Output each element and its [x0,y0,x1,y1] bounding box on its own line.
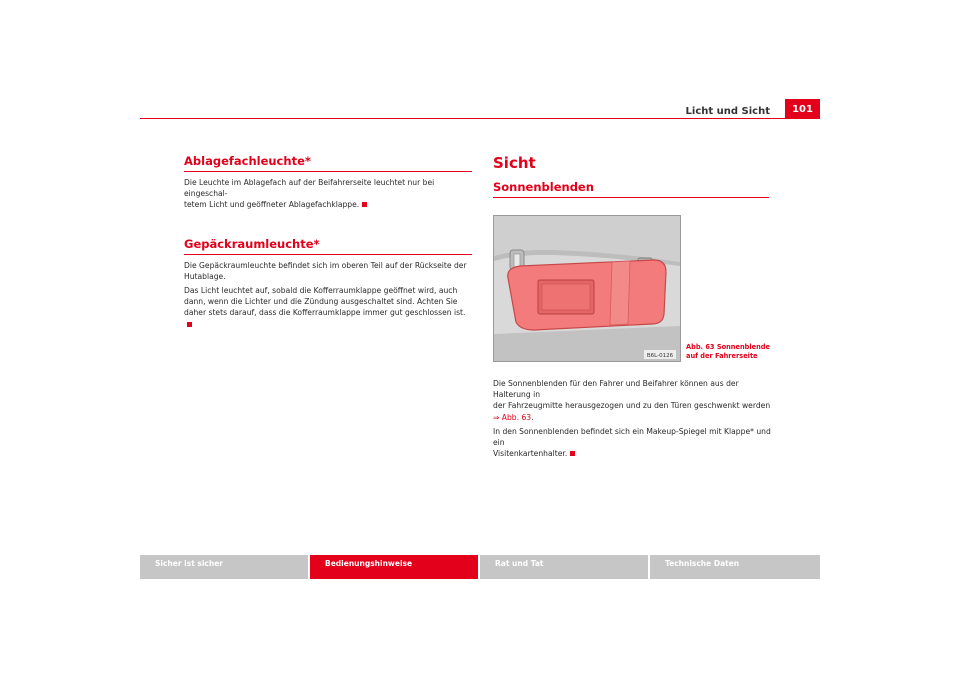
figure-reference-link[interactable]: ⇒ Abb. 63 [493,412,532,422]
section-heading-gepaeckraumleuchte: Gepäckraumleuchte* [184,237,472,255]
sonnenblenden-text [493,378,773,459]
page-number: 101 [785,99,820,118]
running-header-title: Licht und Sicht [685,106,770,117]
footer-tab-technische-daten[interactable]: Technische Daten [650,555,820,579]
paragraph-ablagefachleuchte [184,177,472,211]
footer-tab-sicher-ist-sicher[interactable]: Sicher ist sicher [140,555,308,579]
caption-line: Abb. 63 Sonnenblende [686,343,770,351]
section-heading-sonnenblenden: Sonnenblenden [493,180,769,198]
paragraph-sonnenblenden-1 [493,378,773,423]
section-end-marker [362,202,367,207]
paragraph-sonnenblenden-2 [493,426,773,460]
text-line: Hutablage. [184,271,226,281]
footer-tab-bedienungshinweise[interactable]: Bedienungshinweise [310,555,478,579]
left-column [184,154,472,330]
header-rule [140,118,820,119]
paragraph-gepaeckraum-2 [184,285,472,330]
figure-code: B6L-0126 [646,353,674,359]
text-line: Die Gepäckraumleuchte befindet sich im oberen Teil auf der Rückseite der [184,260,467,270]
footer-tab-rat-und-tat[interactable]: Rat und Tat [480,555,648,579]
text-line: Visitenkartenhalter. [493,449,568,459]
text-line: Das Licht leuchtet auf, sobald die Kofferraumklappe geöffnet wird, auch [184,286,458,296]
text-line: In den Sonnenblenden befindet sich ein Makeup-Spiegel mit Klappe* und ein [493,426,771,448]
chapter-title: Sicht [493,154,536,172]
text-line: daher stets darauf, dass die Kofferraumklappe immer gut geschlossen ist. [184,308,466,318]
text-punctuation: . [531,412,534,422]
text-line: Die Leuchte im Ablagefach auf der Beifahrerseite leuchtet nur bei eingeschal- [184,178,435,199]
text-line: der Fahrzeugmitte herausgezogen und zu den Türen geschwenkt werden [493,401,771,411]
sun-visor-figure [493,215,681,362]
caption-line: auf der Fahrerseite [686,351,758,360]
figure-caption [686,343,776,360]
text-line: dann, wenn die Lichter und die Zündung ausgeschaltet sind. Achten Sie [184,297,458,307]
section-end-marker [570,451,575,456]
section-heading-ablagefachleuchte: Ablagefachleuchte* [184,154,472,172]
paragraph-gepaeckraum-1 [184,260,472,282]
sun-visor-illustration [494,216,680,361]
text-line: tetem Licht und geöffneter Ablagefachklappe. [184,200,360,210]
section-end-marker [187,322,192,327]
text-line: Die Sonnenblenden für den Fahrer und Beifahrer können aus der Halterung in [493,379,739,400]
right-column [493,154,769,198]
